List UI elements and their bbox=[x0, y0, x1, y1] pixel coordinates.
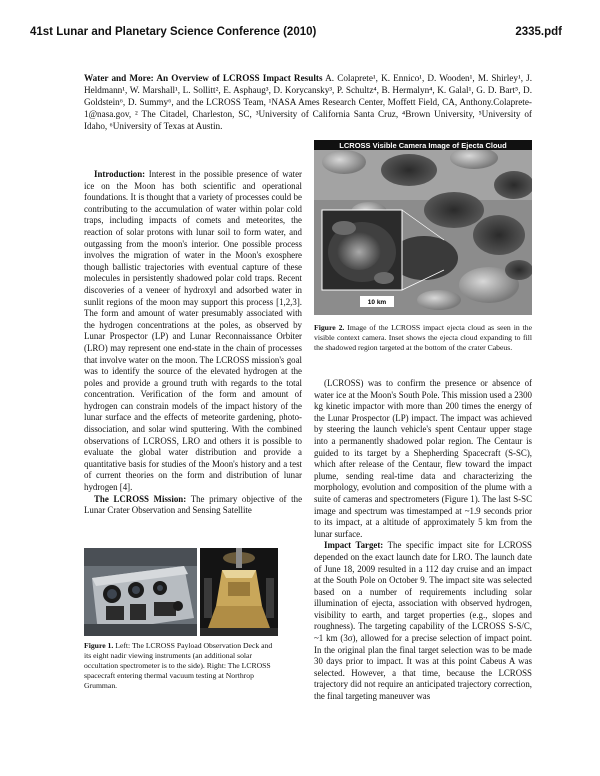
mission-text: The primary objective of the Lunar Crater Observation and Sensing Satellite bbox=[84, 493, 303, 516]
title-block bbox=[84, 72, 532, 132]
figure-2-caption-text: Image of the LCROSS impact ejecta cloud as seen in the visible context camera. Inset shows the ejecta cloud expanding to fill the shadowed region targeted at the bottom of the crater Cabeus. bbox=[314, 323, 533, 352]
right-column bbox=[314, 378, 532, 703]
mission-paragraph bbox=[84, 494, 302, 517]
mission-heading: The LCROSS Mission: bbox=[94, 493, 187, 504]
figure-2-image bbox=[314, 140, 532, 315]
figure-2-inset bbox=[322, 210, 402, 290]
paper-title: Water and More: An Overview of LCROSS Impact Results bbox=[84, 73, 323, 83]
conference-header: 41st Lunar and Planetary Science Conference (2010) bbox=[30, 26, 317, 38]
intro-paragraph bbox=[84, 169, 302, 494]
mission-continued-text: (LCROSS) was to confirm the presence or absence of water ice at the Moon's South Pole. This mission used a 2300 kg kinetic impactor with more than 200 times the energy of the Lunar Prospector (LP) impact. The impact was achieved by steering the launch vehicle's spent Centaur upper stage into a permanently shadowed polar region. The Centaur is guided to its target by a Shepherding Spacecraft (S-SC), which after release of the Centaur, flew toward the impact plume, sending real-time data and characterizing the morphology, evolution and composition of the plume with a suite of cameras and spectrometers (Figure 1). The last S-SC image and spectrum was timestamped at ~1.9 seconds prior to its impact, at a altitude of approximately 5 km from the lunar surface. bbox=[314, 378, 532, 539]
figure-2-caption bbox=[314, 323, 532, 353]
figure-1-payload-deck-photo bbox=[84, 548, 197, 636]
figure-1-caption bbox=[84, 641, 278, 691]
author-list: A. Colaprete¹, K. Ennico¹, D. Wooden¹, M. Shirley¹, J. Heldmann¹, W. Marshall¹, L. Sollitt², E. Asphaug³, D. Korycansky³, P. Schultz⁴, B. Hermalyn⁴, K. Galal¹, G. D. Bart⁵, D. Goldstein⁶, D. Summy⁶, and the LCROSS Team, ¹NASA Ames Research Center, Moffett Field, CA, Anthony.Colaprete-1@nasa.gov, ² The Citadel, Charleston, SC, ³University of California Santa Cruz, ⁴Brown University, ⁵University of Idaho, ⁶University of Texas at Austin. bbox=[84, 73, 533, 131]
left-column bbox=[84, 169, 302, 517]
mission-continued-paragraph bbox=[314, 378, 532, 540]
target-heading: Impact Target: bbox=[324, 540, 384, 551]
intro-heading: Introduction: bbox=[94, 169, 146, 179]
figure-1-caption-text: Left: The LCROSS Payload Observation Deck and its eight nadir viewing instruments (an additional solar occultation spectrometer is to the side). Right: The LCROSS spacecraft entering thermal vacuum testing at Northrop Grumman. bbox=[84, 641, 273, 690]
target-text: The specific impact site for LCROSS depended on the exact launch date for LRO. The launch date of June 18, 2009 resulted in a 112 day cruise and an impact at the South Pole on October 9. The impact site was selected based on a number of requirements including solar illumination of ejecta, association with observed hydrogen, visibility to earth, and target properties (e.g., slopes and roughness). The targeting capability of the LCROSS S-S/C, ~1 km (3σ), allowed for a precise selection of impact point. In the original plan the final target selection was to be made 30 days prior to impact. It was at this point Cabeus A was selected. However, a that time, because the LCROSS trajectory did not require an anticipated trajectory correction, the final targeting maneuver was bbox=[314, 540, 532, 702]
figure-2-label: Figure 2. bbox=[314, 323, 345, 332]
figure-2-title: LCROSS Visible Camera Image of Ejecta Cloud bbox=[339, 141, 507, 150]
target-paragraph bbox=[314, 540, 532, 702]
figure-1-spacecraft-photo bbox=[200, 548, 278, 636]
intro-text: Interest in the possible presence of water ice on the Moon has both scientific and operational foundations. It is thought that a variety of processes could be contributing to the accumulation of water within polar cold traps, including impacts of comets and meteorites, the reaction of solar protons with lunar soil to form water, and outgassing from the moon's interior. One possible process involves the migration of water in the Moon's exosphere though ballistic trajectories with eventual capture of these molecules in persistently shadowed polar cold traps. Recent discoveries of a veneer of hydroxyl and adsorbed water in sunlit regions of the moon may support this process [1,2,3]. The form and amount of water presumably associated with the hydrogen concentrations at the poles, as observed by Lunar Prospector (LP) and Lunar Reconnaissance Orbiter (LRO) may represent one end-state in the chain of processes that involve water on the moon. The LCROSS mission's goal was to identify the source of the elevated hydrogen at the poles and provide a ground truth with regards to the total concentration. Verification of the form and amount of hydrogen can constrain models of the impact history of the lunar surface and the effects of meteorite gardening, photo-dissociation, and solar wind sputtering. With the combined observations of LCROSS, LRO and others it is possible to evaluate the global water distribution and provide a quantitative basis for studies of the Moon's history and a test of current theories on the form and distribution of lunar hydrogen [4]. bbox=[84, 169, 303, 493]
figure-1-label: Figure 1. bbox=[84, 641, 114, 650]
scale-label: 10 km bbox=[367, 299, 387, 306]
page-id: 2335.pdf bbox=[515, 26, 562, 38]
